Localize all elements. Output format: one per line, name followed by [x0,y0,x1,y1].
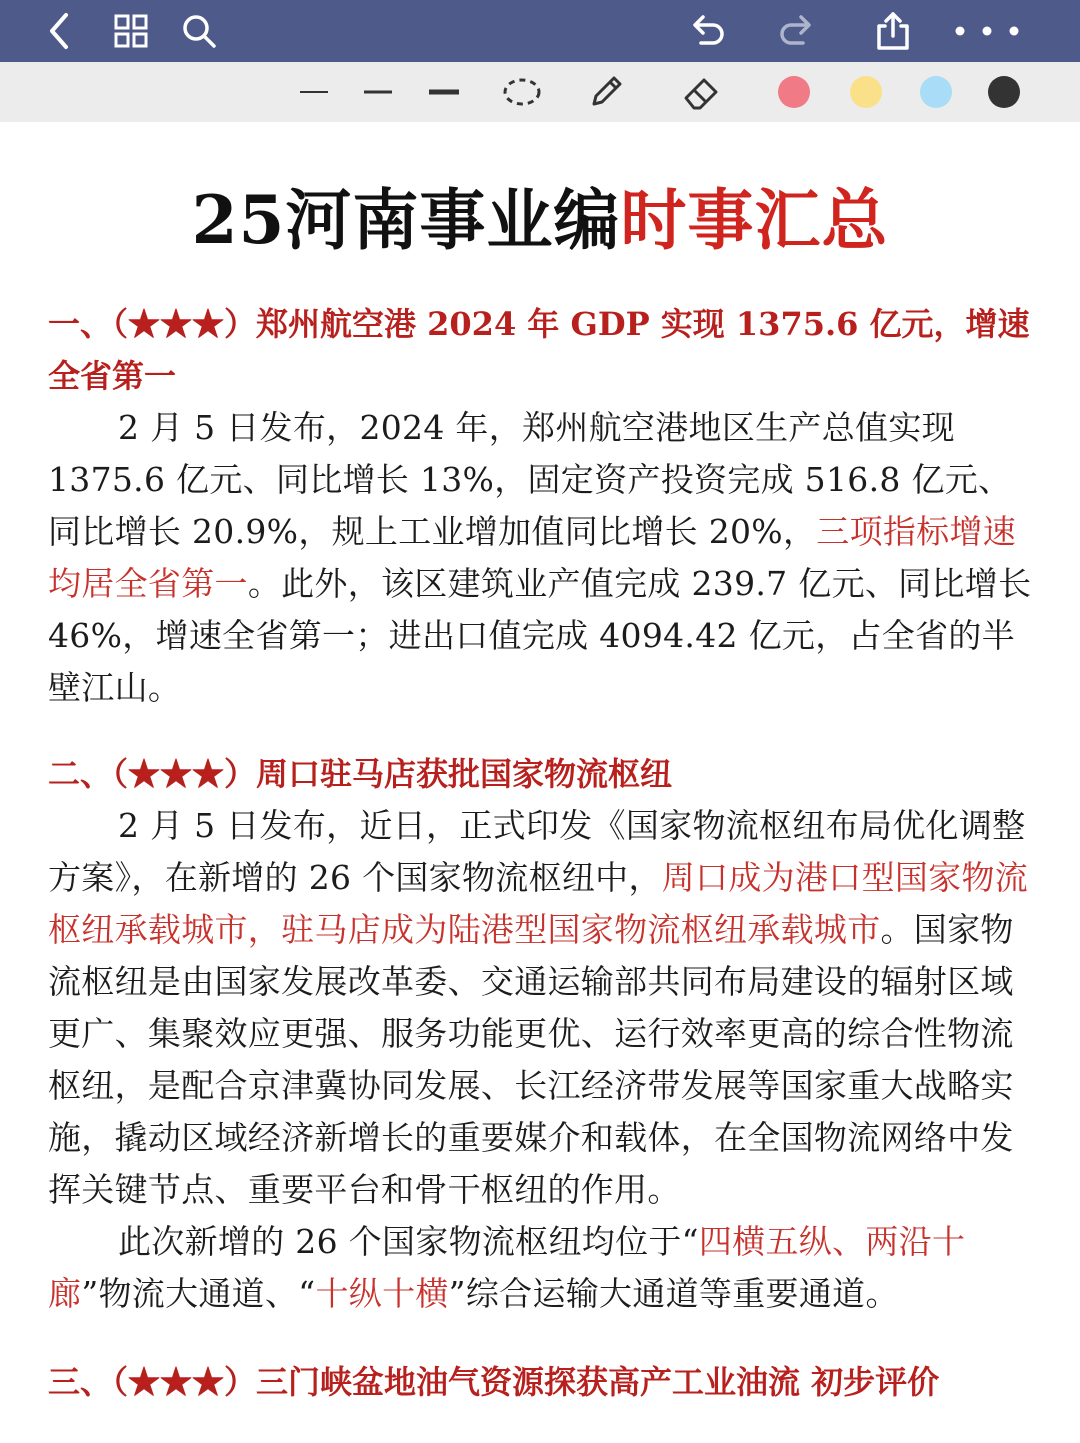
blue-swatch [920,76,952,108]
section-2-paragraph-2 [48,1216,1038,1320]
section-2-text: 2 月 5 日发布，近日，正式印发《国家物流枢纽布局优化调整方案》，在新增的 26 个国家物流枢纽中， [48,806,1026,897]
section-2-p2-highlight-2: 十纵十横 [315,1274,449,1313]
color-swatch-pink[interactable] [776,62,812,122]
color-swatch-blue[interactable] [918,62,954,122]
search-icon[interactable] [176,0,222,62]
thin-line-icon[interactable] [296,62,332,122]
color-swatch-yellow[interactable] [848,62,884,122]
medium-line-icon[interactable] [360,62,396,122]
document-page [0,122,1080,1443]
black-swatch [988,76,1020,108]
back-icon[interactable] [34,0,84,62]
section-1-highlight: 三项指标增速均居全省第一 [48,512,1017,603]
section-2-heading: 二、（★★★）周口驻马店获批国家物流枢纽 [48,755,673,793]
section-1-text: 2 月 5 日发布，2024 年，郑州航空港地区生产总值实现 1375.6 亿元、同比增长 13%，固定资产投资完成 516.8 亿元、同比增长 20.9%，规上工业增加值同比增长 20%， [48,408,1012,551]
pink-swatch [778,76,810,108]
title-black-part: 25河南事业编 [191,181,621,259]
thick-line-icon[interactable] [424,62,464,122]
grid-icon[interactable] [108,0,154,62]
section-2-p2-highlight-1: 四横五纵、两沿十廊 [48,1222,966,1313]
section-2-text-end: 。国家物流枢纽是由国家发展改革委、交通运输部共同布局建设的辐射区域更广、集聚效应更强、服务功能更优、运行效率更高的综合性物流枢纽，是配合京津冀协同发展、长江经济带发展等国家重大战略实施，撬动区域经济新增长的重要媒介和载体，在全国物流网络中发挥关键节点、重要平台和骨干枢纽的作用。 [48,910,1014,1209]
annotation-toolbar [0,62,1080,122]
lasso-icon[interactable] [500,62,544,122]
share-icon[interactable] [866,0,920,62]
section-1-heading: 一、（★★★）郑州航空港 2024 年 GDP 实现 1375.6 亿元，增速全省第一 [48,305,1030,395]
section-2-p2-text-end: ”综合运输大通道等重要通道。 [448,1274,899,1313]
section-2-highlight: 周口成为港口型国家物流枢纽承载城市，驻马店成为陆港型国家物流枢纽承载城市 [48,858,1029,949]
section-2-p2-text: 此次新增的 26 个国家物流枢纽均位于“ [118,1222,699,1261]
yellow-swatch [850,76,882,108]
pencil-icon[interactable] [584,62,628,122]
more-icon[interactable] [944,0,1030,62]
section-1-text-end: 。此外，该区建筑业产值完成 239.7 亿元、同比增长 46%，增速全省第一；进出口值完成 4094.42 亿元，占全省的半壁江山。 [48,564,1032,707]
section-2-p2-text-mid: ”物流大通道、“ [81,1274,316,1313]
undo-icon[interactable] [682,0,732,62]
section-3-heading: 三、（★★★）三门峡盆地油气资源探获高产工业油流 初步评价 [48,1363,940,1401]
color-swatch-black[interactable] [986,62,1022,122]
page-title [0,180,1080,260]
redo-icon[interactable] [772,0,822,62]
title-red-part: 时事汇总 [620,181,889,259]
eraser-icon[interactable] [678,62,724,122]
top-navigation-bar [0,0,1080,62]
section-2-paragraph-1 [48,800,1038,1216]
section-1-paragraph [48,402,1038,714]
